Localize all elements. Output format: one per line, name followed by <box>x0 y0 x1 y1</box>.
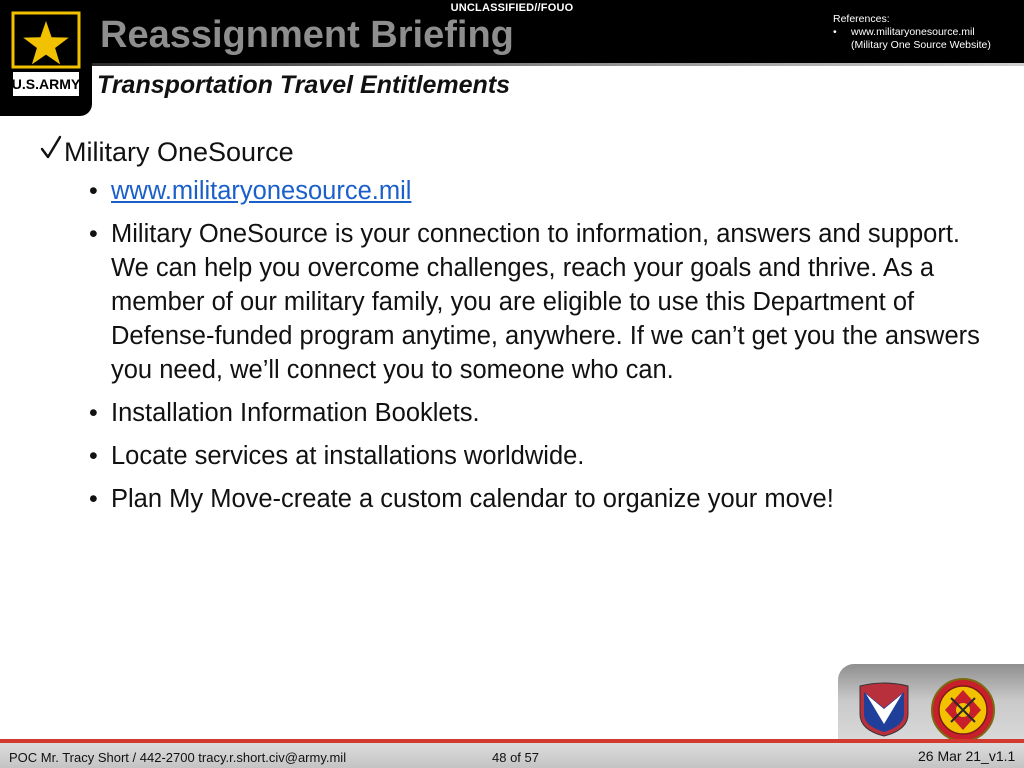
bullet-dot: • <box>89 220 98 248</box>
list-item-text: Locate services at installations worldwide. <box>111 442 585 470</box>
list-item-text: Installation Information Booklets. <box>111 399 480 427</box>
list-item-text: Plan My Move-create a custom calendar to organize your move! <box>111 485 834 513</box>
bullet-dot: • <box>89 399 98 427</box>
bullet-list <box>40 174 990 516</box>
checkmark-icon <box>40 132 62 172</box>
militaryonesource-link[interactable]: www.militaryonesource.mil <box>111 177 412 205</box>
classification-banner: UNCLASSIFIED//FOUO <box>450 2 574 14</box>
references-heading: References: <box>833 13 890 25</box>
list-item <box>40 396 990 430</box>
slide-content <box>40 132 990 525</box>
list-item <box>40 439 990 473</box>
page-number: 48 of 57 <box>492 750 539 765</box>
list-item <box>40 217 990 387</box>
list-item-text: Military OneSource is your connection to information, answers and support. We can help you overcome challenges, reach your goals and thrive. As a member of our military family, you are eligible to use this Department of Defense-funded program anytime, anywhere. If we can’t get you the answers you need, we’ll connect you to someone who can. <box>111 220 980 384</box>
page-subtitle: Transportation Travel Entitlements <box>97 71 511 99</box>
bullet-dot: • <box>89 485 98 513</box>
reference-item <box>833 26 1021 52</box>
army-materiel-command-emblem <box>856 682 912 738</box>
list-item <box>40 482 990 516</box>
reference-url: www.militaryonesource.mil <box>851 26 975 38</box>
references-panel <box>833 13 1021 52</box>
army-logo <box>0 0 92 116</box>
section-heading-text: Military OneSource <box>64 137 294 167</box>
bullet-dot: • <box>89 177 98 205</box>
unit-seal-emblem <box>930 677 996 743</box>
list-item <box>40 174 990 208</box>
army-logo-text: U.S.ARMY <box>11 76 81 92</box>
reference-bullet: • <box>833 26 837 38</box>
footer-poc: POC Mr. Tracy Short / 442-2700 tracy.r.short.civ@army.mil <box>9 750 347 765</box>
army-star-icon <box>0 0 92 116</box>
reference-description: (Military One Source Website) <box>851 39 991 51</box>
bullet-dot: • <box>89 442 98 470</box>
footer-version: 26 Mar 21_v1.1 <box>918 748 1016 764</box>
section-heading <box>40 132 990 172</box>
page-title: Reassignment Briefing <box>100 14 514 56</box>
